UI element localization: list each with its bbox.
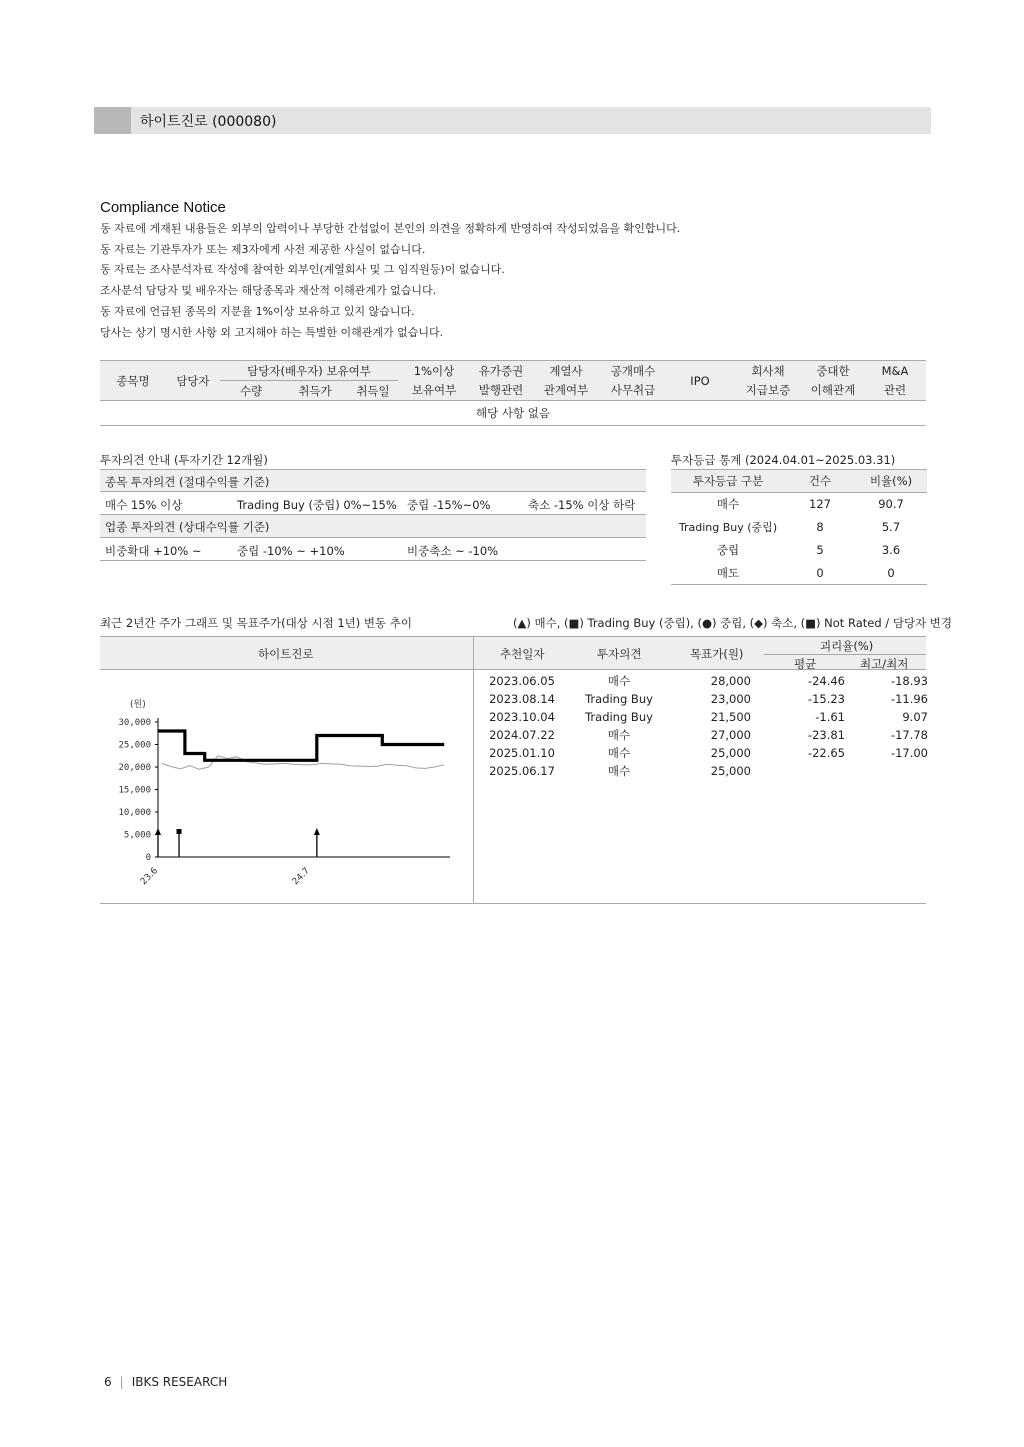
rec-avg-gap: -1.61 (815, 710, 845, 724)
stats-row (671, 562, 927, 585)
rec-opinion: 매수 (607, 674, 631, 688)
stock-trading-buy: Trading Buy (중립) 0%~15% (237, 498, 397, 512)
stock-neutral: 중립 -15%~0% (407, 498, 491, 512)
rec-date: 2024.07.22 (489, 728, 555, 742)
rec-avg-gap: -15.23 (807, 692, 845, 706)
target-price-line (158, 731, 444, 760)
rec-target: 21,500 (710, 710, 751, 724)
stats-count: 5 (816, 543, 824, 557)
compliance-line: 동 자료에 언급된 종목의 지분율 1%이상 보유하고 있지 않습니다. (100, 304, 415, 318)
stock-opinion-head: 종목 투자의견 (절대수익률 기준) (100, 469, 646, 492)
y-tick-label: 0 (145, 853, 151, 863)
compliance-line: 동 자료는 조사분석자료 작성에 참여한 외부인(계열회사 및 그 임직원등)이 없습니다. (100, 263, 505, 277)
compliance-title: Compliance Notice (100, 199, 226, 216)
recommendation-table (474, 672, 928, 780)
stats-ratio: 90.7 (878, 497, 904, 512)
rec-maxmin-gap (845, 762, 928, 780)
rec-avg-gap: -23.81 (807, 728, 845, 742)
rec-opinion: 매수 (607, 746, 631, 760)
col-holding: 담당자(배우자) 보유여부 (220, 361, 398, 381)
rec-date: 2023.10.04 (489, 710, 555, 724)
sector-opinion-head: 업종 투자의견 (상대수익률 기준) (100, 515, 646, 538)
no-interest-cell: 해당 사항 없음 (100, 401, 926, 426)
rec-maxmin-gap: -17.00 (890, 746, 928, 760)
opinion-guide (100, 469, 646, 561)
guide-title: 투자의견 안내 (투자기간 12개월) (100, 453, 268, 467)
stats-grade: Trading Buy (중립) (678, 521, 778, 534)
col-qty: 수량 (220, 381, 282, 401)
history-col-target: 목표가(원) (690, 647, 744, 661)
history-col-opinion: 투자의견 (597, 647, 642, 661)
stats-ratio: 0 (855, 562, 927, 585)
col-bond-sub: 지급보증 (734, 381, 802, 401)
y-tick-label: 10,000 (118, 808, 151, 818)
rec-opinion: Trading Buy (585, 710, 653, 724)
history-col-avg: 평균 (794, 657, 817, 671)
compliance-line: 동 자료에 게재된 내용들은 외부의 압력이나 부당한 간섭없이 본인의 의견을 정확하게 반영하여 작성되었음을 확인합니다. (100, 222, 681, 235)
y-tick-label: 15,000 (118, 785, 151, 796)
y-tick-label: 5,000 (123, 830, 151, 841)
compliance-line: 동 자료는 기관투자가 또는 제3자에게 사전 제공한 사실이 없습니다. (100, 242, 426, 256)
stats-col-count: 건수 (785, 470, 855, 493)
col-bond: 회사채 (734, 361, 802, 381)
rec-opinion: Trading Buy (585, 692, 653, 706)
sector-underweight: 비중축소 ~ -10% (407, 544, 499, 558)
buy-marker-icon (155, 828, 161, 835)
stock-opinion-row (100, 492, 646, 515)
stats-grade: 매도 (671, 562, 785, 585)
compliance-line: 조사분석 담당자 및 배우자는 해당종목과 재산적 이해관계가 없습니다. (100, 284, 437, 298)
col-ipo: IPO (666, 361, 734, 401)
header-divider (473, 636, 474, 670)
history-col-company: 하이트진로 (258, 647, 314, 661)
y-tick-label: 25,000 (118, 740, 151, 751)
rec-row (474, 708, 928, 726)
history-legend: (▲) 매수, (■) Trading Buy (중립), (●) 중립, (◆) 축소, (■) Not Rated / 담당자 변경 (513, 616, 953, 630)
price-target-chart (100, 690, 472, 895)
history-title: 최근 2년간 주가 그래프 및 목표주가(대상 시점 1년) 변동 추이 (100, 616, 413, 630)
col-tender-sub: 사무취급 (600, 381, 666, 401)
page-number: 6 (104, 1375, 112, 1389)
col-1pct-sub: 보유여부 (398, 381, 470, 401)
footer-brand: IBKS RESEARCH (131, 1375, 228, 1389)
stats-ratio: 5.7 (881, 520, 901, 534)
col-stock-name: 종목명 (100, 361, 166, 401)
rec-target: 28,000 (710, 674, 751, 688)
header-swatch (94, 107, 131, 134)
stats-row (671, 516, 927, 539)
compliance-line: 당사는 상기 명시한 사항 외 고지해야 하는 특별한 이해관계가 없습니다. (100, 325, 444, 339)
col-securities: 유가증권 (470, 361, 532, 381)
sector-neutral: 중립 -10% ~ +10% (237, 544, 345, 558)
rec-avg-gap (763, 762, 845, 780)
rec-avg-gap: -24.46 (807, 674, 845, 688)
compliance-notice (100, 199, 920, 343)
stats-col-ratio: 비율(%) (855, 470, 927, 493)
col-buy-price: 취득가 (282, 381, 348, 401)
buy-marker-icon (314, 828, 320, 835)
stats-row (671, 539, 927, 562)
stats-row (671, 493, 927, 516)
y-tick-label: 30,000 (118, 718, 151, 728)
interest-disclosure-table (100, 360, 926, 426)
rec-row (474, 726, 928, 744)
rec-date: 2025.01.10 (489, 746, 555, 760)
rec-target: 25,000 (710, 746, 751, 760)
col-major-sub: 이해관계 (802, 381, 864, 401)
col-ma-sub: 관련 (864, 381, 926, 401)
rec-row (474, 762, 928, 780)
stats-count: 8 (816, 520, 824, 534)
trading-buy-marker-icon (177, 829, 182, 834)
rec-row (474, 672, 928, 690)
rec-target: 27,000 (710, 728, 751, 742)
stats-ratio: 3.6 (881, 543, 901, 557)
x-tick-label: 24.7 (290, 866, 312, 888)
rating-stats-table (671, 469, 927, 585)
col-securities-sub: 발행관련 (470, 381, 532, 401)
chart-y-unit: (원) (130, 700, 146, 710)
x-tick-label: 23.6 (138, 866, 161, 888)
report-header-bar (94, 107, 931, 134)
stock-buy: 매수 15% 이상 (105, 498, 183, 512)
rec-avg-gap: -22.65 (807, 746, 845, 760)
rec-date: 2023.08.14 (489, 692, 555, 706)
stats-grade: 중립 (716, 543, 740, 557)
history-col-maxmin: 최고/최저 (860, 657, 909, 671)
rec-maxmin-gap: -18.93 (890, 674, 928, 688)
history-col-gap: 괴리율(%) (820, 639, 874, 653)
footer-separator: | (119, 1375, 124, 1389)
company-title: 하이트진로 (000080) (140, 114, 277, 130)
stats-count: 127 (809, 497, 831, 512)
gap-subheader-line (764, 654, 926, 655)
rec-opinion: 매수 (607, 764, 631, 778)
rec-maxmin-gap: -11.96 (890, 692, 928, 706)
sector-overweight: 비중확대 +10% ~ (105, 544, 202, 558)
col-ma: M&A (864, 361, 926, 381)
rec-date: 2025.06.17 (489, 764, 555, 778)
col-tender: 공개매수 (600, 361, 666, 381)
stats-grade: 매수 (716, 497, 740, 512)
stats-count: 0 (785, 562, 855, 585)
stats-col-grade: 투자등급 구분 (671, 470, 785, 493)
col-buy-date: 취득일 (348, 381, 398, 401)
col-major: 중대한 (802, 361, 864, 381)
rec-target: 25,000 (710, 764, 751, 778)
col-1pct: 1%이상 (398, 361, 470, 381)
stock-reduce: 축소 -15% 이상 하락 (528, 498, 636, 512)
col-affiliate: 계열사 (532, 361, 600, 381)
col-affiliate-sub: 관계여부 (532, 381, 600, 401)
y-tick-label: 20,000 (118, 763, 151, 773)
history-col-date: 추천일자 (500, 647, 545, 661)
page-footer (104, 1375, 227, 1389)
rec-row (474, 744, 928, 762)
rec-date: 2023.06.05 (489, 674, 555, 688)
rec-maxmin-gap: -17.78 (890, 728, 928, 742)
history-header (100, 636, 926, 670)
rec-maxmin-gap: 9.07 (902, 710, 928, 724)
col-analyst: 담당자 (166, 361, 220, 401)
stats-title: 투자등급 통계 (2024.04.01~2025.03.31) (671, 453, 896, 467)
rec-opinion: 매수 (607, 728, 631, 742)
sector-opinion-row (100, 538, 646, 561)
rec-row (474, 690, 928, 708)
rec-target: 23,000 (710, 692, 751, 706)
